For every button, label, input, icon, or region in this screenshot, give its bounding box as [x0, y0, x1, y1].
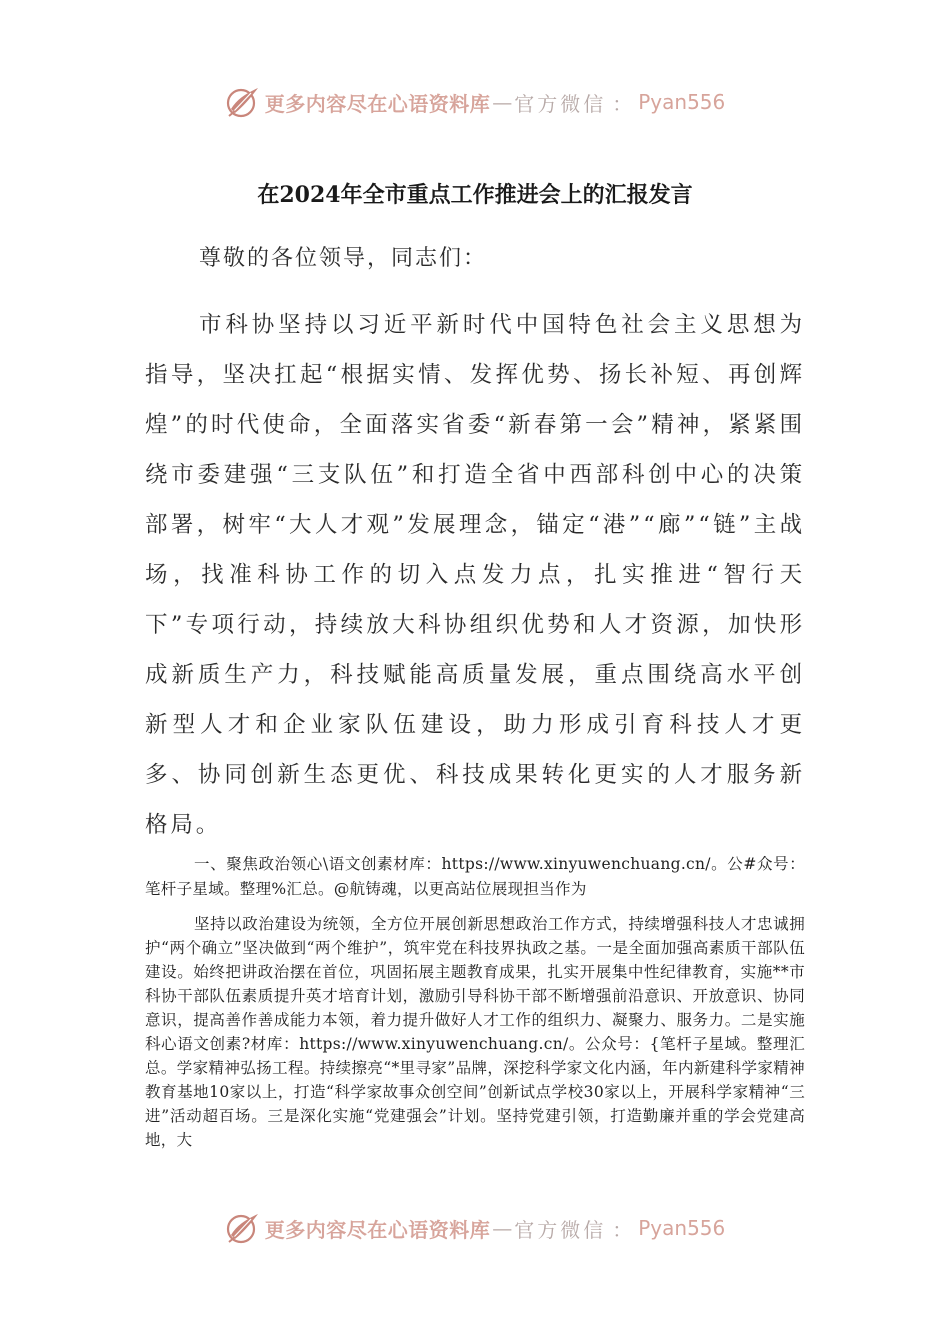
watermark-colon: ： [612, 1217, 633, 1242]
watermark-separator: — [492, 90, 513, 114]
watermark-separator: — [492, 1216, 513, 1240]
section-heading: 一、聚焦政治领心\语文创素材库：https://www.xinyuwenchuang.cn/。公#众号：笔杆子星域。整理%汇总。@航铸魂，以更高站位展现担当作为 [145, 855, 805, 898]
watermark-colon: ： [612, 91, 633, 116]
intro-paragraph: 市科协坚持以习近平新时代中国特色社会主义思想为指导，坚决扛起“根据实情、发挥优势、扬长补短、再创辉煌”的时代使命，全面落实省委“新春第一会”精神，紧紧围绕市委建强“三支队伍”和打造全省中西部科创中心的决策部署，树牢“大人才观”发展理念，锚定“港”“廊”“链”主战场，找准科协工作的切入点发力点，扎实推进“智行天下”专项行动，持续放大科协组织优势和人才资源，加快形成新质生产力，科技赋能高质量发展，重点围绕高水平创新型人才和企业家队伍建设，助力形成引育科技人才更多、协同创新生态更优、科技成果转化更实的人才服务新格局。 [145, 312, 805, 838]
watermark-brand: 更多内容尽在心语资料库 [264, 91, 491, 116]
watermark-brand: 更多内容尽在心语资料库 [264, 1217, 491, 1242]
watermark-wechat-id: Pyan556 [638, 90, 726, 114]
document-title: 在2024年全市重点工作推进会上的汇报发言 [257, 182, 693, 208]
watermark-official: 官方微信 [514, 91, 607, 116]
quill-logo-icon [225, 1211, 261, 1245]
watermark-wechat-id: Pyan556 [638, 1216, 726, 1240]
watermark-official: 官方微信 [514, 1217, 607, 1242]
watermark-header [0, 82, 950, 122]
section-body: 坚持以政治建设为统领，全方位开展创新思想政治工作方式，持续增强科技人才忠诚拥护“两个确立”坚决做到“两个维护”，筑牢党在科技界执政之基。一是全面加强高素质干部队伍建设。始终把讲政治摆在首位，巩固拓展主题教育成果，扎实开展集中性纪律教育，实施**市科协干部队伍素质提升英才培育计划，激励引导科协干部不断增强前沿意识、开放意识、协同意识，提高善作善成能力本领，着力提升做好人才工作的组织力、凝聚力、服务力。二是实施科心语文创素?材库：https://www.xinyuwenchuang.cn/。公众号：{笔杆子星域。整理汇总。学家精神弘扬工程。持续擦亮“*里寻家”品牌，深挖科学家文化内涵，年内新建科学家精神教育基地10家以上，打造“科学家故事众创空间”创新试点学校30家以上，开展科学家精神“三进”活动超百场。三是深化实施“党建强会”计划。坚持党建引领，打造勤廉并重的学会党建高地，大 [145, 915, 805, 1149]
salutation: 尊敬的各位领导，同志们： [199, 246, 488, 271]
quill-logo-icon [225, 85, 261, 119]
watermark-footer [0, 1208, 950, 1248]
